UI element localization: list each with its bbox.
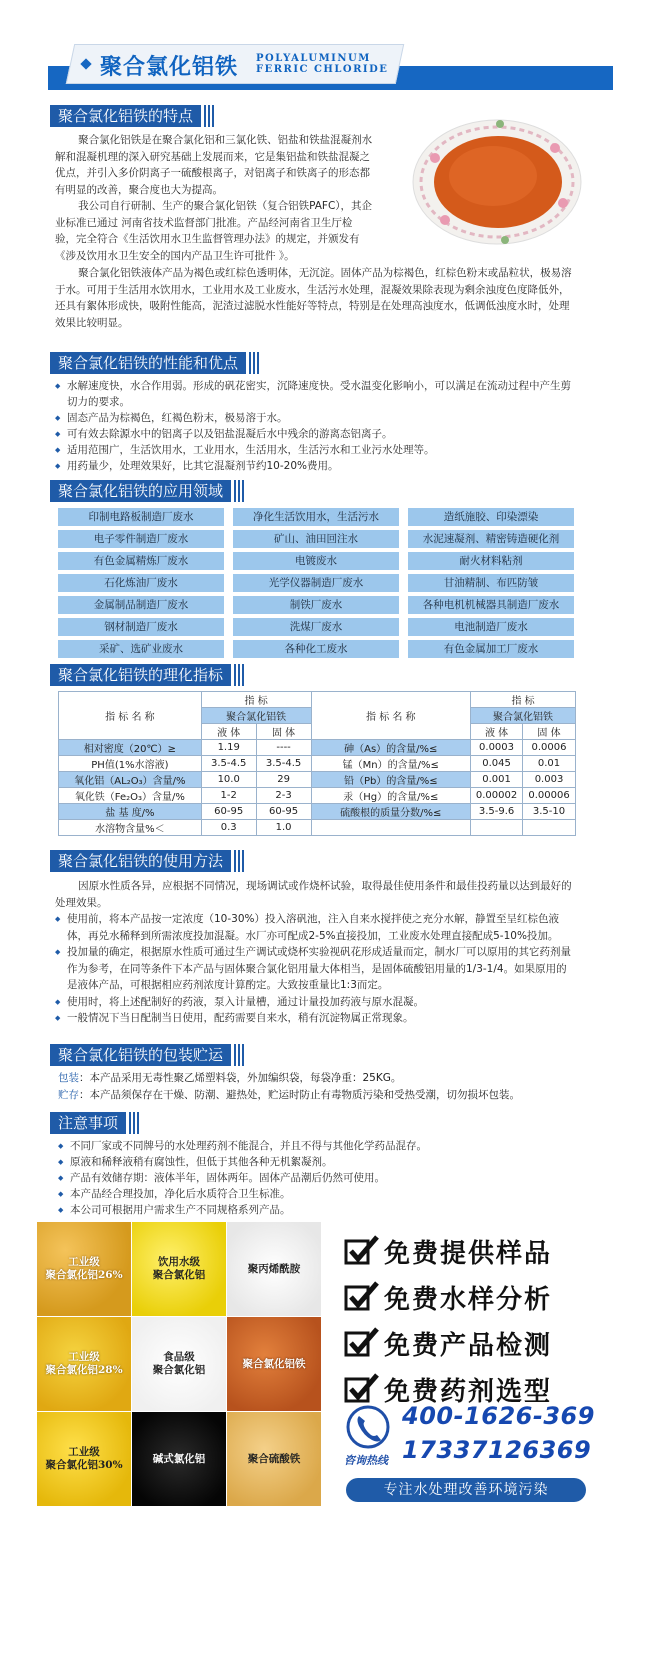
- application-cell: 采矿、选矿业废水: [58, 640, 224, 658]
- table-cell: 水溶物含量%＜: [59, 820, 202, 836]
- application-cell: 电子零件制造厂废水: [58, 530, 224, 548]
- application-cell: 制铁厂废水: [233, 596, 399, 614]
- page-title: 聚合氯化铝铁: [100, 55, 239, 80]
- hotline-number-1[interactable]: 400-1626-369: [402, 1402, 595, 1430]
- storage-line: [58, 1087, 578, 1104]
- table-cell: 0.003: [523, 772, 576, 788]
- table-header-product: 聚合氯化铝铁: [201, 708, 311, 724]
- application-cell: 电镀废水: [233, 552, 399, 570]
- stripes-decoration: [234, 664, 246, 686]
- swatch-label: 饮用水级 聚合氯化铝: [152, 1256, 206, 1281]
- product-swatch: [132, 1317, 226, 1411]
- table-cell: PH值(1%水溶液): [59, 756, 202, 772]
- application-cell: 甘油精制、布匹防皱: [408, 574, 574, 592]
- table-cell: 锰（Mn）的含量/%≤: [311, 756, 471, 772]
- section-heading-packaging: [50, 1044, 246, 1066]
- storage-label: 贮存: [58, 1089, 79, 1101]
- list-item: ◆ 水解速度快，水合作用弱。形成的矾花密实，沉降速度快。受水温变化影响小，可以满足在流动过程中产生剪切力的要求。: [55, 378, 577, 410]
- table-cell: 3.5-4.5: [256, 756, 311, 772]
- table-cell: 相对密度（20℃）≥: [59, 740, 202, 756]
- table-header-solid: 固 体: [523, 724, 576, 740]
- section-title: 注意事项: [50, 1112, 126, 1134]
- table-cell: 0.001: [471, 772, 523, 788]
- swatch-label: 聚合氯化铝铁: [242, 1357, 306, 1370]
- table-cell: [471, 820, 523, 836]
- product-swatch: [37, 1412, 131, 1506]
- title-en-line1: POLYALUMINUM: [256, 53, 371, 64]
- section-heading-specs: [50, 664, 246, 686]
- list-item: ◆ 可有效去除源水中的铝离子以及铝盐混凝后水中残余的游离态铝离子。: [55, 426, 577, 442]
- application-cell: 耐火材料粘剂: [408, 552, 574, 570]
- table-cell: 0.01: [523, 756, 576, 772]
- swatch-label: 碱式氯化铝: [152, 1452, 206, 1465]
- section-heading-features: [50, 105, 216, 127]
- free-service-item: [344, 1320, 594, 1366]
- table-cell: 砷（As）的含量/%≤: [311, 740, 471, 756]
- list-item: ◆ 适用范围广，生活饮用水，工业用水，生活用水，生活污水和工业污水处理等。: [55, 442, 577, 458]
- storage-value: ：本产品须保存在干燥、防潮、避热处，贮运时防止有毒物质污染和受热受潮，切勿损坏包装。: [79, 1089, 520, 1101]
- list-item: ◆ 不同厂家或不同牌号的水处理药剂不能混合，并且不得与其他化学药品混存。: [58, 1138, 578, 1154]
- free-service-text: 免费提供样品: [384, 1238, 553, 1269]
- table-row: [59, 804, 576, 820]
- table-cell: 盐 基 度/%: [59, 804, 202, 820]
- table-cell: 60-95: [201, 804, 256, 820]
- packaging-line: [58, 1070, 578, 1087]
- free-service-text: 免费药剂选型: [384, 1376, 553, 1407]
- section-title: 聚合氯化铝铁的使用方法: [50, 850, 231, 872]
- section-title: 聚合氯化铝铁的包装贮运: [50, 1044, 231, 1066]
- table-cell: 0.00006: [523, 788, 576, 804]
- swatch-label: 聚丙烯酰胺: [247, 1262, 301, 1275]
- spec-table: [58, 691, 576, 836]
- application-cell: 洗煤厂废水: [233, 618, 399, 636]
- page-title-en: [256, 53, 388, 75]
- swatch-label: 工业级 聚合氯化铝26%: [45, 1256, 123, 1281]
- packaging-text: [58, 1070, 578, 1104]
- table-cell: 10.0: [201, 772, 256, 788]
- table-cell: 29: [256, 772, 311, 788]
- slogan-banner: 专注水处理改善环境污染: [346, 1478, 586, 1502]
- table-cell: 氧化铝（AL₂O₃）含量/%: [59, 772, 202, 788]
- table-row: [59, 788, 576, 804]
- swatch-label: 食品级 聚合氯化铝: [152, 1351, 206, 1376]
- stripes-decoration: [234, 1044, 246, 1066]
- table-row: [59, 740, 576, 756]
- hotline-label: 咨询热线: [344, 1454, 388, 1467]
- checkbox-check-icon: [344, 1235, 380, 1267]
- section-heading-applications: [50, 480, 246, 502]
- table-header-liquid: 液 体: [201, 724, 256, 740]
- table-cell: 60-95: [256, 804, 311, 820]
- free-service-text: 免费产品检测: [384, 1330, 553, 1361]
- notes-list: [58, 1138, 578, 1218]
- section-title: 聚合氯化铝铁的性能和优点: [50, 352, 246, 374]
- section-title: 聚合氯化铝铁的理化指标: [50, 664, 231, 686]
- features-paragraph-2: 我公司自行研制、生产的聚合氯化铝铁（复合铝铁PAFC），其企业标准已通过 河南省技术监督部门批准。产品经河南省卫生厅检验，完全符合《生活饮用水卫生监督管理办法》的规定，并颁发有《涉及饮用水卫生安全的国内产品卫生许可批件 》。: [55, 200, 373, 262]
- table-header-name: 指 标 名 称: [311, 692, 471, 740]
- features-text-left: [55, 132, 373, 264]
- table-header-solid: 固 体: [256, 724, 311, 740]
- free-service-item: [344, 1228, 594, 1274]
- table-cell: 0.0006: [523, 740, 576, 756]
- table-cell: 3.5-4.5: [201, 756, 256, 772]
- application-grid: [58, 508, 574, 658]
- list-item: ◆ 原液和稀释液稍有腐蚀性，但低于其他各种无机絮凝剂。: [58, 1154, 578, 1170]
- list-item: ◆ 使用前，将本产品按一定浓度（10-30%）投入溶矾池，注入自来水搅拌使之充分水解，静置至呈红棕色液体，再兑水稀释到所需浓度投加混凝。水厂亦可配成2-5%直接投加，工业废水处理直接配成5-10%投加。: [55, 911, 577, 944]
- table-cell: ----: [256, 740, 311, 756]
- packaging-value: ：本产品采用无毒性聚乙烯塑料袋，外加编织袋，每袋净重：25KG。: [79, 1072, 402, 1084]
- free-service-item: [344, 1274, 594, 1320]
- product-swatch: [132, 1412, 226, 1506]
- application-cell: 各种电机机械器具制造厂废水: [408, 596, 574, 614]
- swatch-label: 工业级 聚合氯化铝28%: [45, 1351, 123, 1376]
- table-cell: [523, 820, 576, 836]
- table-row: [59, 820, 576, 836]
- usage-text: [55, 878, 577, 1027]
- table-header-indicator: 指 标: [201, 692, 311, 708]
- application-cell: 石化炼油厂废水: [58, 574, 224, 592]
- application-cell: 各种化工废水: [233, 640, 399, 658]
- product-powder-plate-image: [405, 108, 585, 248]
- packaging-label: 包装: [58, 1072, 79, 1084]
- free-services-list: [344, 1228, 594, 1412]
- list-item: ◆ 产品有效储存期：液体半年，固体两年。固体产品潮后仍然可使用。: [58, 1170, 578, 1186]
- list-item: ◆ 使用时，将上述配制好的药液，泵入计量槽，通过计量投加药液与原水混凝。: [55, 994, 577, 1011]
- application-cell: 电池制造厂废水: [408, 618, 574, 636]
- features-paragraph-3: 聚合氯化铝铁液体产品为褐色或红棕色透明体，无沉淀。固体产品为棕褐色，红棕色粉末或晶粒状，极易溶于水。可用于生活用水饮用水，工业用水及工业废水，生活污水处理，混凝效果除表现为剩余浊度色度降低外，还具有絮体形成快，吸附性能高，泥渣过滤脱水性能好等特点，特别是在处理高浊度水，低调低浊度水时，处理效果比较明显。: [55, 267, 572, 329]
- performance-list: [55, 378, 577, 474]
- table-cell: 硫酸根的质量分数/%≤: [311, 804, 471, 820]
- table-header-indicator: 指 标: [471, 692, 576, 708]
- table-header-product: 聚合氯化铝铁: [471, 708, 576, 724]
- product-swatch: [37, 1222, 131, 1316]
- application-cell: 金属制品制造厂废水: [58, 596, 224, 614]
- usage-list: [55, 911, 577, 1027]
- table-row: [59, 756, 576, 772]
- table-cell: 0.3: [201, 820, 256, 836]
- features-text-full: [55, 265, 577, 331]
- list-item: ◆ 本公司可根据用户需求生产不同规格系列产品。: [58, 1202, 578, 1218]
- application-cell: 矿山、油田回注水: [233, 530, 399, 548]
- table-header-name: 指 标 名 称: [59, 692, 202, 740]
- list-item: ◆ 固态产品为棕褐色，红褐色粉末，极易溶于水。: [55, 410, 577, 426]
- checkbox-check-icon: [344, 1327, 380, 1359]
- free-service-text: 免费水样分析: [384, 1284, 553, 1315]
- stripes-decoration: [234, 850, 246, 872]
- table-cell: [311, 820, 471, 836]
- application-cell: 水泥速凝剂、精密铸造硬化剂: [408, 530, 574, 548]
- product-swatch: [37, 1317, 131, 1411]
- table-cell: 0.0003: [471, 740, 523, 756]
- table-cell: 1.19: [201, 740, 256, 756]
- usage-lead: 因原水性质各异，应根据不同情况，现场调试或作烧杯试验，取得最佳使用条件和最佳投药量以达到最好的处理效果。: [55, 880, 572, 909]
- checkbox-check-icon: [344, 1281, 380, 1313]
- table-cell: 3.5-9.6: [471, 804, 523, 820]
- section-heading-performance: [50, 352, 261, 374]
- application-cell: 光学仪器制造厂废水: [233, 574, 399, 592]
- section-title: 聚合氯化铝铁的应用领域: [50, 480, 231, 502]
- product-swatch-grid: [37, 1222, 319, 1506]
- list-item: ◆ 本产品经合理投加，净化后水质符合卫生标准。: [58, 1186, 578, 1202]
- features-paragraph-1: 聚合氯化铝铁是在聚合氯化铝和三氯化铁、铝盐和铁盐混凝剂水解和混凝机理的深入研究基础上发展而来，它是集铝盐和铁盐混凝之优点，并引入多价阴离子一硫酸根离子，对铝离子和铁离子的形态都有明显的改善，聚合度也大为提高。: [55, 134, 373, 196]
- title-en-line2: FERRIC CHLORIDE: [256, 64, 389, 75]
- header-banner: [48, 44, 613, 90]
- application-cell: 有色金属精炼厂废水: [58, 552, 224, 570]
- hotline-block: [344, 1402, 594, 1472]
- application-cell: 钢材制造厂废水: [58, 618, 224, 636]
- table-cell: 氧化铁（Fe₂O₃）含量/%: [59, 788, 202, 804]
- application-cell: 造纸施胶、印染漂染: [408, 508, 574, 526]
- stripes-decoration: [129, 1112, 141, 1134]
- checkbox-check-icon: [344, 1373, 380, 1405]
- table-cell: 铅（Pb）的含量/%≤: [311, 772, 471, 788]
- product-swatch: [227, 1317, 321, 1411]
- product-swatch: [132, 1222, 226, 1316]
- hotline-number-2[interactable]: 17337126369: [402, 1436, 592, 1464]
- application-cell: 有色金属加工厂废水: [408, 640, 574, 658]
- list-item: ◆ 一般情况下当日配制当日使用，配药需要自来水，稍有沉淀物属正常现象。: [55, 1010, 577, 1027]
- stripes-decoration: [234, 480, 246, 502]
- application-cell: 印制电路板制造厂废水: [58, 508, 224, 526]
- table-cell: 3.5-10: [523, 804, 576, 820]
- product-swatch: [227, 1412, 321, 1506]
- stripes-decoration: [204, 105, 216, 127]
- product-swatch: [227, 1222, 321, 1316]
- section-title: 聚合氯化铝铁的特点: [50, 105, 201, 127]
- table-cell: 2-3: [256, 788, 311, 804]
- table-cell: 1-2: [201, 788, 256, 804]
- section-heading-notes: [50, 1112, 141, 1134]
- table-cell: 汞（Hg）的含量/%≤: [311, 788, 471, 804]
- table-cell: 0.00002: [471, 788, 523, 804]
- table-header-liquid: 液 体: [471, 724, 523, 740]
- list-item: ◆ 投加量的确定，根据原水性质可通过生产调试或烧杯实验视矾花形成适量而定，制水厂可以原用的其它药剂量作为参考，在同等条件下本产品与固体聚合氯化铝用量大体相当，是固体硫酸铝用量的1/3-1/4。如果原用的是液体产品，可根据相应药剂浓度计算酌定。大致按重量比1:3而定。: [55, 944, 577, 994]
- stripes-decoration: [249, 352, 261, 374]
- table-cell: 0.045: [471, 756, 523, 772]
- table-row: [59, 772, 576, 788]
- application-cell: 净化生活饮用水，生活污水: [233, 508, 399, 526]
- phone-icon: [344, 1404, 394, 1450]
- list-item: ◆ 用药量少，处理效果好，比其它混凝剂节约10-20%费用。: [55, 458, 577, 474]
- section-heading-usage: [50, 850, 246, 872]
- table-cell: 1.0: [256, 820, 311, 836]
- swatch-label: 工业级 聚合氯化铝30%: [45, 1446, 123, 1471]
- swatch-label: 聚合硫酸铁: [247, 1452, 301, 1465]
